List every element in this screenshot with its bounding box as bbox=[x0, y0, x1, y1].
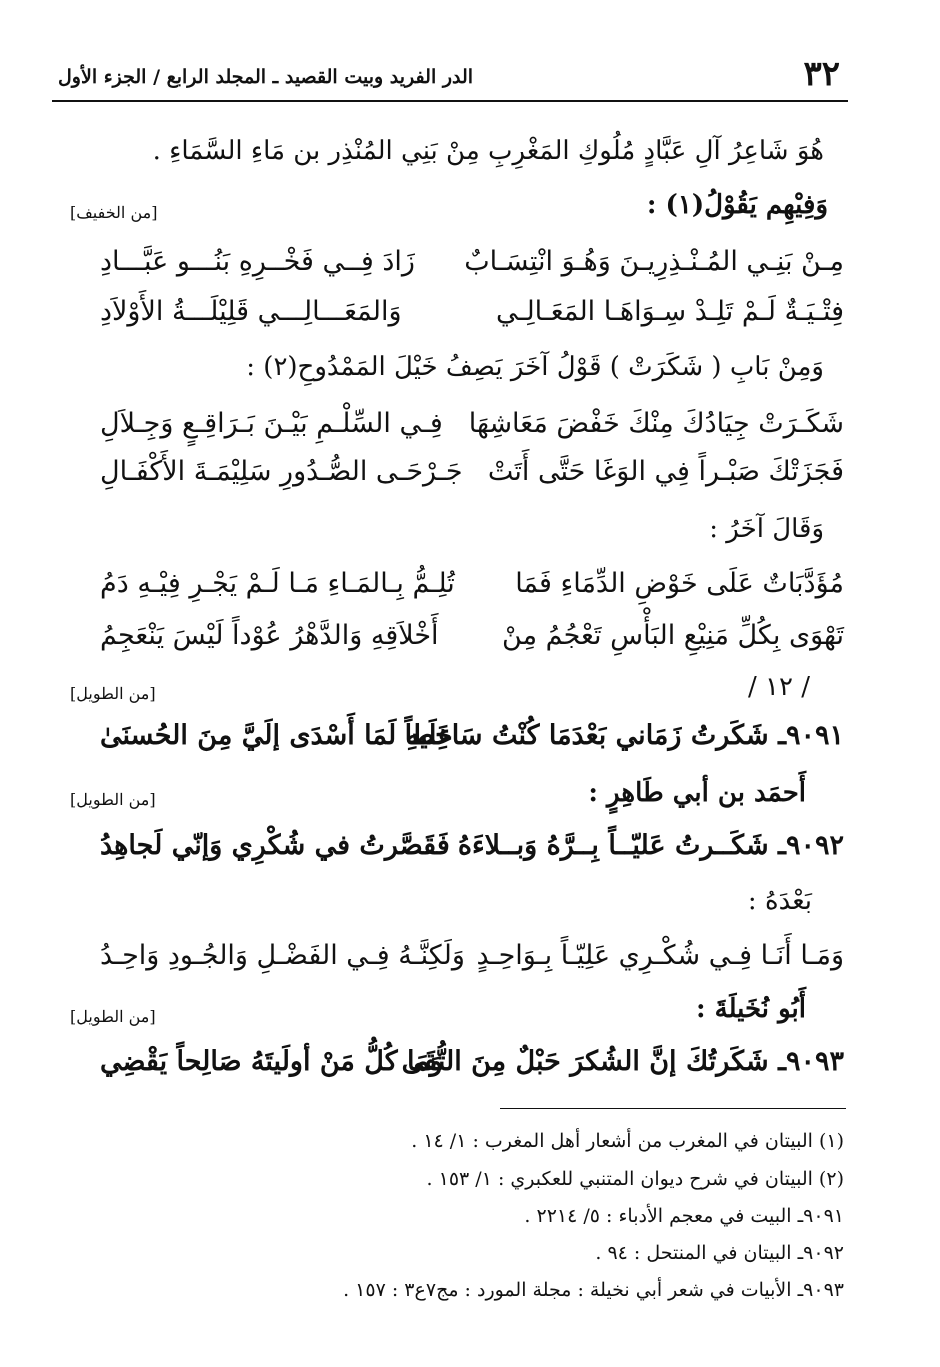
verse-hemistich-left: أَخْلاَقِهِ وَالدَّهْرُ عُوْداً لَيْسَ يَنْعَجِمُ bbox=[100, 620, 439, 651]
verse-hemistich-right: ٩٠٩١ـ شَكَرتُ زَمَاني بَعْدَمَا كُنْتُ سَاخِطاً bbox=[404, 720, 844, 751]
prose-line: هُوَ شَاعِرُ آلِ عَبَّادٍ مُلُوكِ المَغْرِبِ مِنْ بَنِي المُنْذِر بن مَاءِ السَّمَاءِ . bbox=[152, 136, 824, 166]
verse-hemistich-right: فَجَزَتْكَ صَبْـراً فِي الوَغَا حَتَّى أَتَتْ bbox=[487, 456, 844, 487]
intro-line: وَمِنْ بَابِ ( شَكَرَتْ ) قَوْلُ آخَرَ يَصِفُ خَيْلَ المَمْدُوحِ(٢) : bbox=[246, 352, 824, 382]
header-rule bbox=[52, 100, 848, 102]
poet-name: أَحمَد بن أبي طَاهِرٍ : bbox=[588, 778, 806, 808]
footnote: ٩٠٩٢ـ البيتان في المنتحل : ٩٤ . bbox=[595, 1242, 844, 1264]
footnote: ٩٠٩٣ـ الأبيات في شعر أبي نخيلة : مجلة المورد : مج٧ع٣ : ١٥٧ . bbox=[343, 1279, 844, 1301]
verse-hemistich-right: وَمَـا أَنَـا فِـي شُكْـرِي عَلِيّـاً بِـوَاحِـدٍ bbox=[476, 940, 844, 971]
verse-hemistich-right: شَكَـرَتْ جِيَادُكَ مِنْكَ خَفْضَ مَعَاشِهَا bbox=[468, 408, 844, 439]
verse-hemistich-right: مُؤَدَّبَاتٌ عَلَى خَوْضِ الدِّمَاءِ فَمَا bbox=[515, 568, 844, 599]
meter-label: [من الطويل] bbox=[70, 790, 156, 809]
verse-hemistich-right: ٩٠٩٢ـ شَكَــرتُ عَليّــاً بِــرَّهُ وَبــلاءَهُ bbox=[457, 830, 844, 861]
verse-hemistich-left: فَقَصَّرتُ في شُكْرِي وَإنّي لَجاهِدُ bbox=[100, 830, 450, 861]
footnote-rule bbox=[500, 1108, 846, 1109]
verse-hemistich-right: فِتْـيَـةٌ لَـمْ تَلِـدْ سِـوَاهَـا المَعَـالِـي bbox=[496, 296, 844, 327]
reference-marker: / ١٢ / bbox=[748, 672, 810, 702]
verse-hemistich-left: زَادَ فِــي فَخْــرِهِ بَنُـــو عَبَّـــادِ bbox=[100, 246, 415, 277]
verse-hemistich-right: مِـنْ بَنِـي المُـنْـذِرِيـنَ وَهُـوَ انْتِسَـابٌ bbox=[464, 246, 844, 277]
intro-line: وَفِيْهِم يَقُوْلُ(١) : bbox=[646, 190, 828, 220]
footnote: (٢) البيتان في شرح ديوان المتنبي للعكبري : ١/ ١٥٣ . bbox=[426, 1168, 844, 1190]
verse-hemistich-left: وَالمَعَـــالِـــي قَلِيْلَـــةُ الأَوْلاَدِ bbox=[100, 296, 402, 327]
running-title: الدر الفريد وبيت القصيد ـ المجلد الرابع / الجزء الأول bbox=[58, 66, 474, 88]
intro-line: وَقَالَ آخَرُ : bbox=[709, 514, 824, 544]
poet-name: أَبُو نُخَيلَةَ : bbox=[695, 994, 806, 1024]
footnote: (١) البيتان في المغرب من أشعار أهل المغرب : ١/ ١٤ . bbox=[411, 1130, 844, 1152]
verse-hemistich-left: تُلِـمُّ بِـالمَـاءِ مَـا لَـمْ يَجْـرِ فِيْـهِ دَمُ bbox=[100, 568, 455, 599]
verse-hemistich-left: عَلَيهِ لَمَا أَسْدَى إلَيَّ مِنَ الحُسنَىٰ bbox=[100, 720, 454, 751]
verse-hemistich-right: تَهْوَى بِكُلِّ مَنِيْعِ البَأْسِ تَعْجُمُ مِنْ bbox=[502, 620, 844, 651]
verse-hemistich-left: وَمَا كُلُّ مَنْ أولَيتَهُ صَالِحاً يَقْضِي bbox=[100, 1046, 443, 1077]
verse-hemistich-right: ٩٠٩٣ـ شَكَرتُكَ إنَّ الشُكرَ حَبْلٌ مِنَ التُّقَى bbox=[401, 1046, 844, 1077]
page-number: ٣٢ bbox=[803, 54, 840, 94]
verse-hemistich-left: جَـرْحَـى الصُّـدُورِ سَلِيْمَـةَ الأَكْفَـالِ bbox=[100, 456, 463, 487]
intro-line: بَعْدَهُ : bbox=[747, 886, 812, 916]
meter-label: [من الخفيف] bbox=[70, 203, 158, 222]
verse-hemistich-left: وَلَكِنَّـهُ فِـي الفَضْـلِ وَالجُـودِ وَاحِـدُ bbox=[100, 940, 465, 971]
meter-label: [من الطويل] bbox=[70, 1007, 156, 1026]
verse-hemistich-left: فِـي السِّلْـمِ بَيْـنَ بَـرَاقِـعٍ وَجِـلاَلِ bbox=[100, 408, 443, 439]
footnote: ٩٠٩١ـ البيت في معجم الأدباء : ٥/ ٢٢١٤ . bbox=[524, 1205, 844, 1227]
meter-label: [من الطويل] bbox=[70, 684, 156, 703]
